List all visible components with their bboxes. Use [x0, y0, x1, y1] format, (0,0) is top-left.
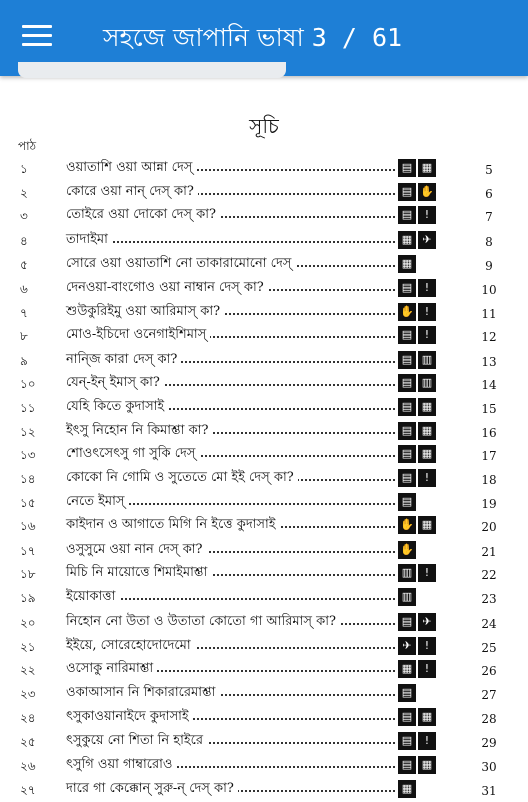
toc-heading: সূচি — [249, 114, 279, 138]
toc-row[interactable] — [0, 659, 528, 681]
page-number[interactable]: 22 — [481, 568, 497, 582]
lesson-title-link[interactable]: নান্জি কারা দেস্ কা? — [66, 350, 181, 371]
page-number[interactable]: 7 — [485, 210, 493, 224]
lesson-number: ২৭ — [20, 783, 36, 797]
lesson-title-link[interactable]: তোইরে ওয়া দোকো দেস্ কা? — [66, 205, 220, 226]
book-icon: ▤ — [398, 756, 416, 774]
lesson-number: ৭ — [20, 306, 28, 320]
toc-row[interactable] — [0, 468, 528, 490]
lesson-title-link[interactable]: ৎসুকুয়ে নো শিতা নি হাইরে — [66, 731, 207, 752]
lesson-number: ১৭ — [20, 544, 36, 558]
lesson-title-link[interactable]: যেন্-ইন্ ইমাস্ কা? — [66, 373, 164, 394]
crane-icon: ✈ — [418, 231, 436, 249]
lesson-number: ৩ — [20, 209, 28, 223]
lesson-icons — [398, 398, 438, 418]
lesson-number: ২৬ — [20, 759, 36, 773]
table-icon: ▦ — [418, 398, 436, 416]
page-number[interactable]: 17 — [481, 449, 497, 463]
book-icon: ▤ — [398, 422, 416, 440]
speech-icon: ! — [418, 469, 436, 487]
lesson-title-link[interactable]: ইৎসু নিহোন নি কিমাশ্তা কা? — [66, 421, 212, 442]
book-icon: ▤ — [398, 183, 416, 201]
film-icon: ▥ — [418, 351, 436, 369]
speech-icon: ! — [418, 326, 436, 344]
lesson-number: ১২ — [20, 425, 36, 439]
toc-row[interactable] — [0, 158, 528, 180]
book-title: সহজে জাপানি ভাষা — [103, 23, 304, 52]
toc-row[interactable] — [0, 373, 528, 395]
book-icon: ▤ — [398, 708, 416, 726]
lesson-title-link[interactable]: তাদাইমা — [66, 230, 112, 251]
hand-icon: ✋ — [398, 303, 416, 321]
toc-row[interactable] — [0, 707, 528, 729]
grid-icon: ▦ — [398, 780, 416, 798]
lesson-number: ২৫ — [20, 735, 36, 749]
toc-row[interactable] — [0, 612, 528, 634]
lesson-icons — [398, 206, 438, 226]
toc-row[interactable] — [0, 731, 528, 753]
table-icon: ▦ — [418, 516, 436, 534]
lesson-title-link[interactable]: ওসুসুমে ওয়া নান দেস্ কা? — [66, 540, 207, 561]
book-icon: ▤ — [398, 684, 416, 702]
toc-row[interactable] — [0, 683, 528, 705]
lesson-icons — [398, 469, 438, 489]
lesson-number: ৫ — [20, 258, 28, 272]
lesson-number: ৬ — [20, 282, 28, 296]
menu-icon[interactable] — [22, 22, 56, 50]
table-icon: ▦ — [418, 708, 436, 726]
book-icon: ▤ — [398, 279, 416, 297]
toc-row[interactable] — [0, 755, 528, 777]
lesson-title-link[interactable]: ইয়োকাত্তা — [66, 587, 119, 608]
toc-row[interactable] — [0, 397, 528, 419]
lesson-title-link[interactable]: ইইয়ে, সোরেহোদোদেমো — [66, 636, 195, 657]
page-number[interactable]: 16 — [481, 426, 497, 440]
lesson-title-link[interactable]: নেতে ইমাস্ — [66, 492, 128, 513]
page-number[interactable]: 10 — [481, 283, 497, 297]
lesson-icons — [398, 516, 438, 536]
film-icon: ▥ — [418, 374, 436, 392]
lesson-icons — [398, 564, 438, 584]
grid-icon: ▦ — [398, 255, 416, 273]
lesson-icons — [398, 493, 418, 513]
toc-row[interactable] — [0, 182, 528, 204]
lesson-number: ২৩ — [20, 687, 36, 701]
lesson-icons — [398, 279, 438, 299]
lesson-number: ১৮ — [20, 567, 36, 581]
speech-icon: ! — [418, 279, 436, 297]
lesson-title-link[interactable]: নিহোন নো উতা ও উতাতা কোতো গা আরিমাস্ কা? — [66, 612, 340, 633]
speech-icon: ! — [418, 303, 436, 321]
toc-row[interactable] — [0, 492, 528, 514]
lesson-number: ৮ — [20, 329, 28, 343]
toc-row[interactable] — [0, 302, 528, 324]
speech-icon: ! — [418, 637, 436, 655]
page-number[interactable]: 31 — [481, 784, 497, 798]
book-icon: ▤ — [398, 469, 416, 487]
page-number[interactable]: 29 — [481, 736, 497, 750]
toc-row[interactable] — [0, 205, 528, 227]
lesson-icons — [398, 660, 438, 680]
page-number[interactable]: 25 — [481, 641, 497, 655]
page-number[interactable]: 21 — [481, 545, 497, 559]
lesson-icons — [398, 159, 438, 179]
toc-row[interactable] — [0, 254, 528, 276]
page-number[interactable]: 30 — [481, 760, 497, 774]
lesson-icons — [398, 637, 438, 657]
toc-row[interactable] — [0, 325, 528, 347]
film-icon: ▥ — [398, 588, 416, 606]
lesson-title-link[interactable]: দারে গা কেক্কোন্ সুরু-ন্ দেস্ কা? — [66, 779, 238, 800]
book-icon: ▤ — [398, 613, 416, 631]
page-number[interactable]: 5 — [485, 163, 493, 177]
lesson-icons — [398, 351, 438, 371]
lesson-title-link[interactable]: ওয়াতাশি ওয়া আন্না দেস্ — [66, 158, 196, 179]
page-number[interactable]: 8 — [485, 235, 493, 249]
lesson-number: ১৯ — [20, 591, 36, 605]
hand-icon: ✋ — [418, 183, 436, 201]
lesson-title-link[interactable]: যেহি কিতে কুদাসাই — [66, 397, 168, 418]
page-number[interactable]: 20 — [481, 520, 497, 534]
lesson-title-link[interactable]: শুউকুরিইমু ওয়া আরিমাস্ কা? — [66, 302, 224, 323]
lesson-icons — [398, 445, 438, 465]
lesson-title-link[interactable]: শোওৎসেৎসু গা সুকি দেস্ — [66, 444, 199, 465]
toc-row[interactable] — [0, 278, 528, 300]
lesson-title-link[interactable]: ওকাআসান নি শিকারারেমাশ্তা — [66, 683, 219, 704]
table-icon: ▦ — [418, 159, 436, 177]
toc-row[interactable] — [0, 421, 528, 443]
lesson-title-link[interactable]: মোও-ইচিদো ওনেগাইশিমাস্ — [66, 325, 210, 346]
lesson-column-label: পাঠ — [18, 139, 37, 153]
lesson-icons — [398, 183, 438, 203]
toc-row[interactable] — [0, 444, 528, 466]
lesson-number: ২ — [20, 186, 28, 200]
lesson-title-link[interactable]: দেনওয়া-বাংগোও ওয়া নাম্বান দেস্ কা? — [66, 278, 268, 299]
lesson-icons — [398, 756, 438, 776]
speech-icon: ! — [418, 564, 436, 582]
lesson-number: ১৬ — [20, 519, 36, 533]
book-icon: ▤ — [398, 159, 416, 177]
hand-icon: ✋ — [398, 541, 416, 559]
app-title — [103, 18, 402, 61]
film-icon: ▥ — [398, 564, 416, 582]
book-icon: ▤ — [398, 206, 416, 224]
page-number[interactable]: 28 — [481, 712, 497, 726]
hand-icon: ✋ — [398, 516, 416, 534]
scroll-hint — [18, 62, 286, 78]
table-icon: ▦ — [418, 445, 436, 463]
lesson-icons — [398, 541, 418, 561]
page-indicator: 3 / 61 — [311, 23, 403, 52]
page-number[interactable]: 19 — [481, 497, 497, 511]
toc-row[interactable] — [0, 540, 528, 562]
lesson-title-link[interactable]: সোরে ওয়া ওয়াতাশি নো তাকারামোনো দেস্ — [66, 254, 295, 275]
book-icon: ▤ — [398, 374, 416, 392]
page-number[interactable]: 15 — [481, 402, 497, 416]
lesson-number: ২২ — [20, 663, 36, 677]
table-icon: ▦ — [418, 756, 436, 774]
book-icon: ▤ — [398, 326, 416, 344]
lesson-icons — [398, 708, 438, 728]
lesson-icons — [398, 255, 418, 275]
page-number[interactable]: 18 — [481, 473, 497, 487]
book-icon: ▤ — [398, 732, 416, 750]
lesson-icons — [398, 684, 418, 704]
lesson-icons — [398, 422, 438, 442]
lesson-number: ২০ — [20, 616, 36, 630]
crane-icon: ✈ — [418, 613, 436, 631]
page-number[interactable]: 11 — [481, 307, 497, 321]
page-number[interactable]: 6 — [485, 187, 493, 201]
page-number[interactable]: 12 — [481, 330, 497, 344]
speech-icon: ! — [418, 732, 436, 750]
lesson-title-link[interactable]: ৎসুগি ওয়া গাম্বারোও — [66, 755, 176, 776]
grid-icon: ▦ — [398, 231, 416, 249]
page-number[interactable]: 13 — [481, 355, 497, 369]
lesson-number: ১৩ — [20, 448, 36, 462]
leader-dots — [70, 241, 395, 243]
lesson-icons — [398, 780, 418, 800]
table-icon: ▦ — [418, 422, 436, 440]
lesson-number: ৯ — [20, 354, 28, 368]
grid-icon: ▦ — [398, 660, 416, 678]
book-icon: ▤ — [398, 493, 416, 511]
speech-icon: ! — [418, 660, 436, 678]
speech-icon: ! — [418, 206, 436, 224]
toc-row[interactable] — [0, 636, 528, 658]
lesson-title-link[interactable]: মিচি নি মায়োত্তে শিমাইমাশ্তা — [66, 563, 211, 584]
lesson-number: ২৪ — [20, 711, 36, 725]
lesson-number: ৪ — [20, 234, 28, 248]
lesson-icons — [398, 588, 418, 608]
page-number[interactable]: 24 — [481, 617, 497, 631]
toc-row[interactable] — [0, 563, 528, 585]
lesson-icons — [398, 326, 438, 346]
page-number[interactable]: 27 — [481, 688, 497, 702]
lesson-icons — [398, 374, 438, 394]
lesson-title-link[interactable]: কোকো নি গোমি ও সুতেতে মো ইই দেস্ কা? — [66, 468, 298, 489]
page-number[interactable]: 9 — [485, 259, 493, 273]
lesson-number: ১১ — [20, 401, 36, 415]
toc-row[interactable] — [0, 350, 528, 372]
book-icon: ▤ — [398, 351, 416, 369]
lesson-icons — [398, 732, 438, 752]
page-number[interactable]: 23 — [481, 592, 497, 606]
lesson-title-link[interactable]: ওসোকু নারিমাশ্তা — [66, 659, 157, 680]
lesson-number: ১০ — [20, 377, 36, 391]
crane-icon: ✈ — [398, 637, 416, 655]
lesson-number: ১৪ — [20, 472, 36, 486]
lesson-title-link[interactable]: কাইদান ও আগাতে মিগি নি ইত্তে কুদাসাই — [66, 515, 280, 536]
page-number[interactable]: 14 — [481, 378, 497, 392]
lesson-icons — [398, 231, 438, 251]
toc-row[interactable] — [0, 587, 528, 609]
toc-row[interactable] — [0, 515, 528, 537]
lesson-number: ১৫ — [20, 496, 36, 510]
book-icon: ▤ — [398, 445, 416, 463]
toc-row[interactable] — [0, 779, 528, 801]
lesson-number: ১ — [20, 162, 28, 176]
book-icon: ▤ — [398, 398, 416, 416]
page-number[interactable]: 26 — [481, 664, 497, 678]
lesson-title-link[interactable]: কোরে ওয়া নান্ দেস্ কা? — [66, 182, 198, 203]
lesson-title-link[interactable]: ৎসুকাওয়ানাইদে কুদাসাই — [66, 707, 193, 728]
lesson-icons — [398, 303, 438, 323]
toc-row[interactable] — [0, 230, 528, 252]
lesson-icons — [398, 613, 438, 633]
lesson-number: ২১ — [20, 640, 36, 654]
